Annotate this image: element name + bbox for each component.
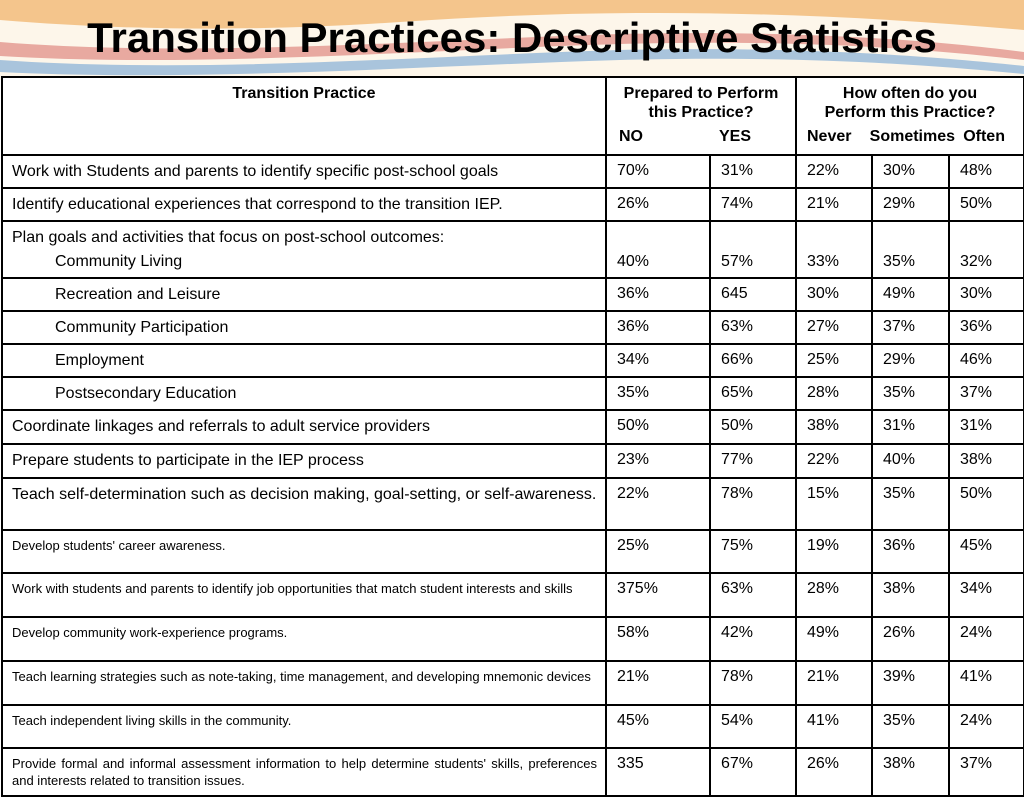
- sometimes-cell: 31%: [872, 410, 949, 444]
- no-cell: 40%: [606, 221, 710, 278]
- sometimes-cell: 35%: [872, 221, 949, 278]
- sometimes-cell: 26%: [872, 617, 949, 661]
- no-cell: 23%: [606, 444, 710, 478]
- practice-group-heading: Plan goals and activities that focus on post-school outcomes:: [12, 229, 445, 246]
- practice-cell: Develop community work-experience programs.: [2, 617, 606, 661]
- page-title: Transition Practices: Descriptive Statistics: [87, 14, 937, 61]
- often-cell: 24%: [949, 705, 1024, 748]
- never-cell: 38%: [796, 410, 872, 444]
- practice-cell: Teach learning strategies such as note-taking, time management, and developing mnemonic devices: [2, 661, 606, 705]
- table-header-row: [2, 77, 1024, 155]
- practice-cell: Teach self-determination such as decision making, goal-setting, or self-awareness.: [2, 478, 606, 530]
- sometimes-cell: 36%: [872, 530, 949, 573]
- practice-subitem: Community Living: [55, 253, 183, 270]
- table-row: [2, 188, 1024, 221]
- table-row: [2, 617, 1024, 661]
- table-row: [2, 705, 1024, 748]
- never-cell: 28%: [796, 573, 872, 617]
- no-cell: 36%: [606, 311, 710, 344]
- no-cell: 58%: [606, 617, 710, 661]
- practice-cell: Recreation and Leisure: [2, 278, 606, 311]
- table-row: [2, 444, 1024, 478]
- table-row: [2, 155, 1024, 188]
- often-cell: 37%: [949, 377, 1024, 410]
- practice-cell: Postsecondary Education: [2, 377, 606, 410]
- never-cell: 28%: [796, 377, 872, 410]
- yes-cell: 54%: [710, 705, 796, 748]
- no-cell: 375%: [606, 573, 710, 617]
- often-cell: 32%: [949, 221, 1024, 278]
- transition-practices-table: [1, 76, 1024, 797]
- practice-cell: Develop students' career awareness.: [2, 530, 606, 573]
- practice-cell: Teach independent living skills in the community.: [2, 705, 606, 748]
- practice-cell: Identify educational experiences that correspond to the transition IEP.: [2, 188, 606, 221]
- never-cell: 22%: [796, 444, 872, 478]
- sometimes-cell: 40%: [872, 444, 949, 478]
- no-cell: 36%: [606, 278, 710, 311]
- table-row: [2, 530, 1024, 573]
- never-cell: 30%: [796, 278, 872, 311]
- table-row: [2, 661, 1024, 705]
- practice-cell: Community Participation: [2, 311, 606, 344]
- header-no: NO: [619, 128, 643, 145]
- practice-cell: Provide formal and informal assessment information to help determine students' skills, preferences and interests related to transition issues.: [2, 748, 606, 796]
- often-cell: 50%: [949, 188, 1024, 221]
- sometimes-cell: 35%: [872, 377, 949, 410]
- table-row: [2, 344, 1024, 377]
- no-cell: 22%: [606, 478, 710, 530]
- sometimes-cell: 38%: [872, 573, 949, 617]
- never-cell: 19%: [796, 530, 872, 573]
- practice-cell: [2, 221, 606, 278]
- sometimes-cell: 38%: [872, 748, 949, 796]
- never-cell: 15%: [796, 478, 872, 530]
- practice-cell: Work with students and parents to identify job opportunities that match student interests and skills: [2, 573, 606, 617]
- often-cell: 45%: [949, 530, 1024, 573]
- yes-cell: 66%: [710, 344, 796, 377]
- table-row: [2, 377, 1024, 410]
- table-row: [2, 573, 1024, 617]
- no-cell: 50%: [606, 410, 710, 444]
- often-cell: 37%: [949, 748, 1024, 796]
- no-cell: 335: [606, 748, 710, 796]
- yes-cell: 31%: [710, 155, 796, 188]
- header-prepared-line1: Prepared to Perform: [623, 85, 779, 102]
- often-cell: 46%: [949, 344, 1024, 377]
- yes-cell: 42%: [710, 617, 796, 661]
- table-row: [2, 410, 1024, 444]
- often-cell: 48%: [949, 155, 1024, 188]
- often-cell: 41%: [949, 661, 1024, 705]
- sometimes-cell: 29%: [872, 188, 949, 221]
- never-cell: 41%: [796, 705, 872, 748]
- sometimes-cell: 35%: [872, 705, 949, 748]
- no-cell: 70%: [606, 155, 710, 188]
- yes-cell: 77%: [710, 444, 796, 478]
- yes-cell: 75%: [710, 530, 796, 573]
- never-cell: 33%: [796, 221, 872, 278]
- sometimes-cell: 39%: [872, 661, 949, 705]
- yes-cell: 50%: [710, 410, 796, 444]
- header-prepared-line2: this Practice?: [648, 104, 754, 121]
- often-cell: 50%: [949, 478, 1024, 530]
- practice-cell: Prepare students to participate in the IEP process: [2, 444, 606, 478]
- practice-cell: Coordinate linkages and referrals to adult service providers: [2, 410, 606, 444]
- yes-cell: 645: [710, 278, 796, 311]
- never-cell: 21%: [796, 188, 872, 221]
- never-cell: 25%: [796, 344, 872, 377]
- header-yes: YES: [718, 128, 751, 145]
- header-often: Often: [963, 128, 1005, 145]
- never-cell: 26%: [796, 748, 872, 796]
- header-practice: Transition Practice: [2, 77, 606, 155]
- header-how-often: [796, 77, 1024, 155]
- yes-cell: 78%: [710, 661, 796, 705]
- often-cell: 38%: [949, 444, 1024, 478]
- yes-cell: 78%: [710, 478, 796, 530]
- header-never: Never: [807, 128, 852, 145]
- never-cell: 21%: [796, 661, 872, 705]
- never-cell: 27%: [796, 311, 872, 344]
- practice-cell: Employment: [2, 344, 606, 377]
- yes-cell: 74%: [710, 188, 796, 221]
- yes-cell: 67%: [710, 748, 796, 796]
- sometimes-cell: 29%: [872, 344, 949, 377]
- no-cell: 35%: [606, 377, 710, 410]
- table-row: [2, 311, 1024, 344]
- yes-cell: 63%: [710, 573, 796, 617]
- often-cell: 30%: [949, 278, 1024, 311]
- often-cell: 31%: [949, 410, 1024, 444]
- header-often-line1: How often do you: [842, 85, 978, 102]
- no-cell: 45%: [606, 705, 710, 748]
- sometimes-cell: 30%: [872, 155, 949, 188]
- table-row: [2, 221, 1024, 278]
- no-cell: 26%: [606, 188, 710, 221]
- sometimes-cell: 37%: [872, 311, 949, 344]
- no-cell: 34%: [606, 344, 710, 377]
- often-cell: 34%: [949, 573, 1024, 617]
- header-sometimes: Sometimes: [869, 128, 956, 145]
- table-row: [2, 478, 1024, 530]
- sometimes-cell: 35%: [872, 478, 949, 530]
- yes-cell: 57%: [710, 221, 796, 278]
- header-often-line2: Perform this Practice?: [824, 104, 996, 121]
- no-cell: 21%: [606, 661, 710, 705]
- often-cell: 36%: [949, 311, 1024, 344]
- practice-cell: Work with Students and parents to identify specific post-school goals: [2, 155, 606, 188]
- often-cell: 24%: [949, 617, 1024, 661]
- table-row: [2, 748, 1024, 796]
- header-prepared: [606, 77, 796, 155]
- no-cell: 25%: [606, 530, 710, 573]
- never-cell: 49%: [796, 617, 872, 661]
- never-cell: 22%: [796, 155, 872, 188]
- table-row: [2, 278, 1024, 311]
- yes-cell: 65%: [710, 377, 796, 410]
- yes-cell: 63%: [710, 311, 796, 344]
- sometimes-cell: 49%: [872, 278, 949, 311]
